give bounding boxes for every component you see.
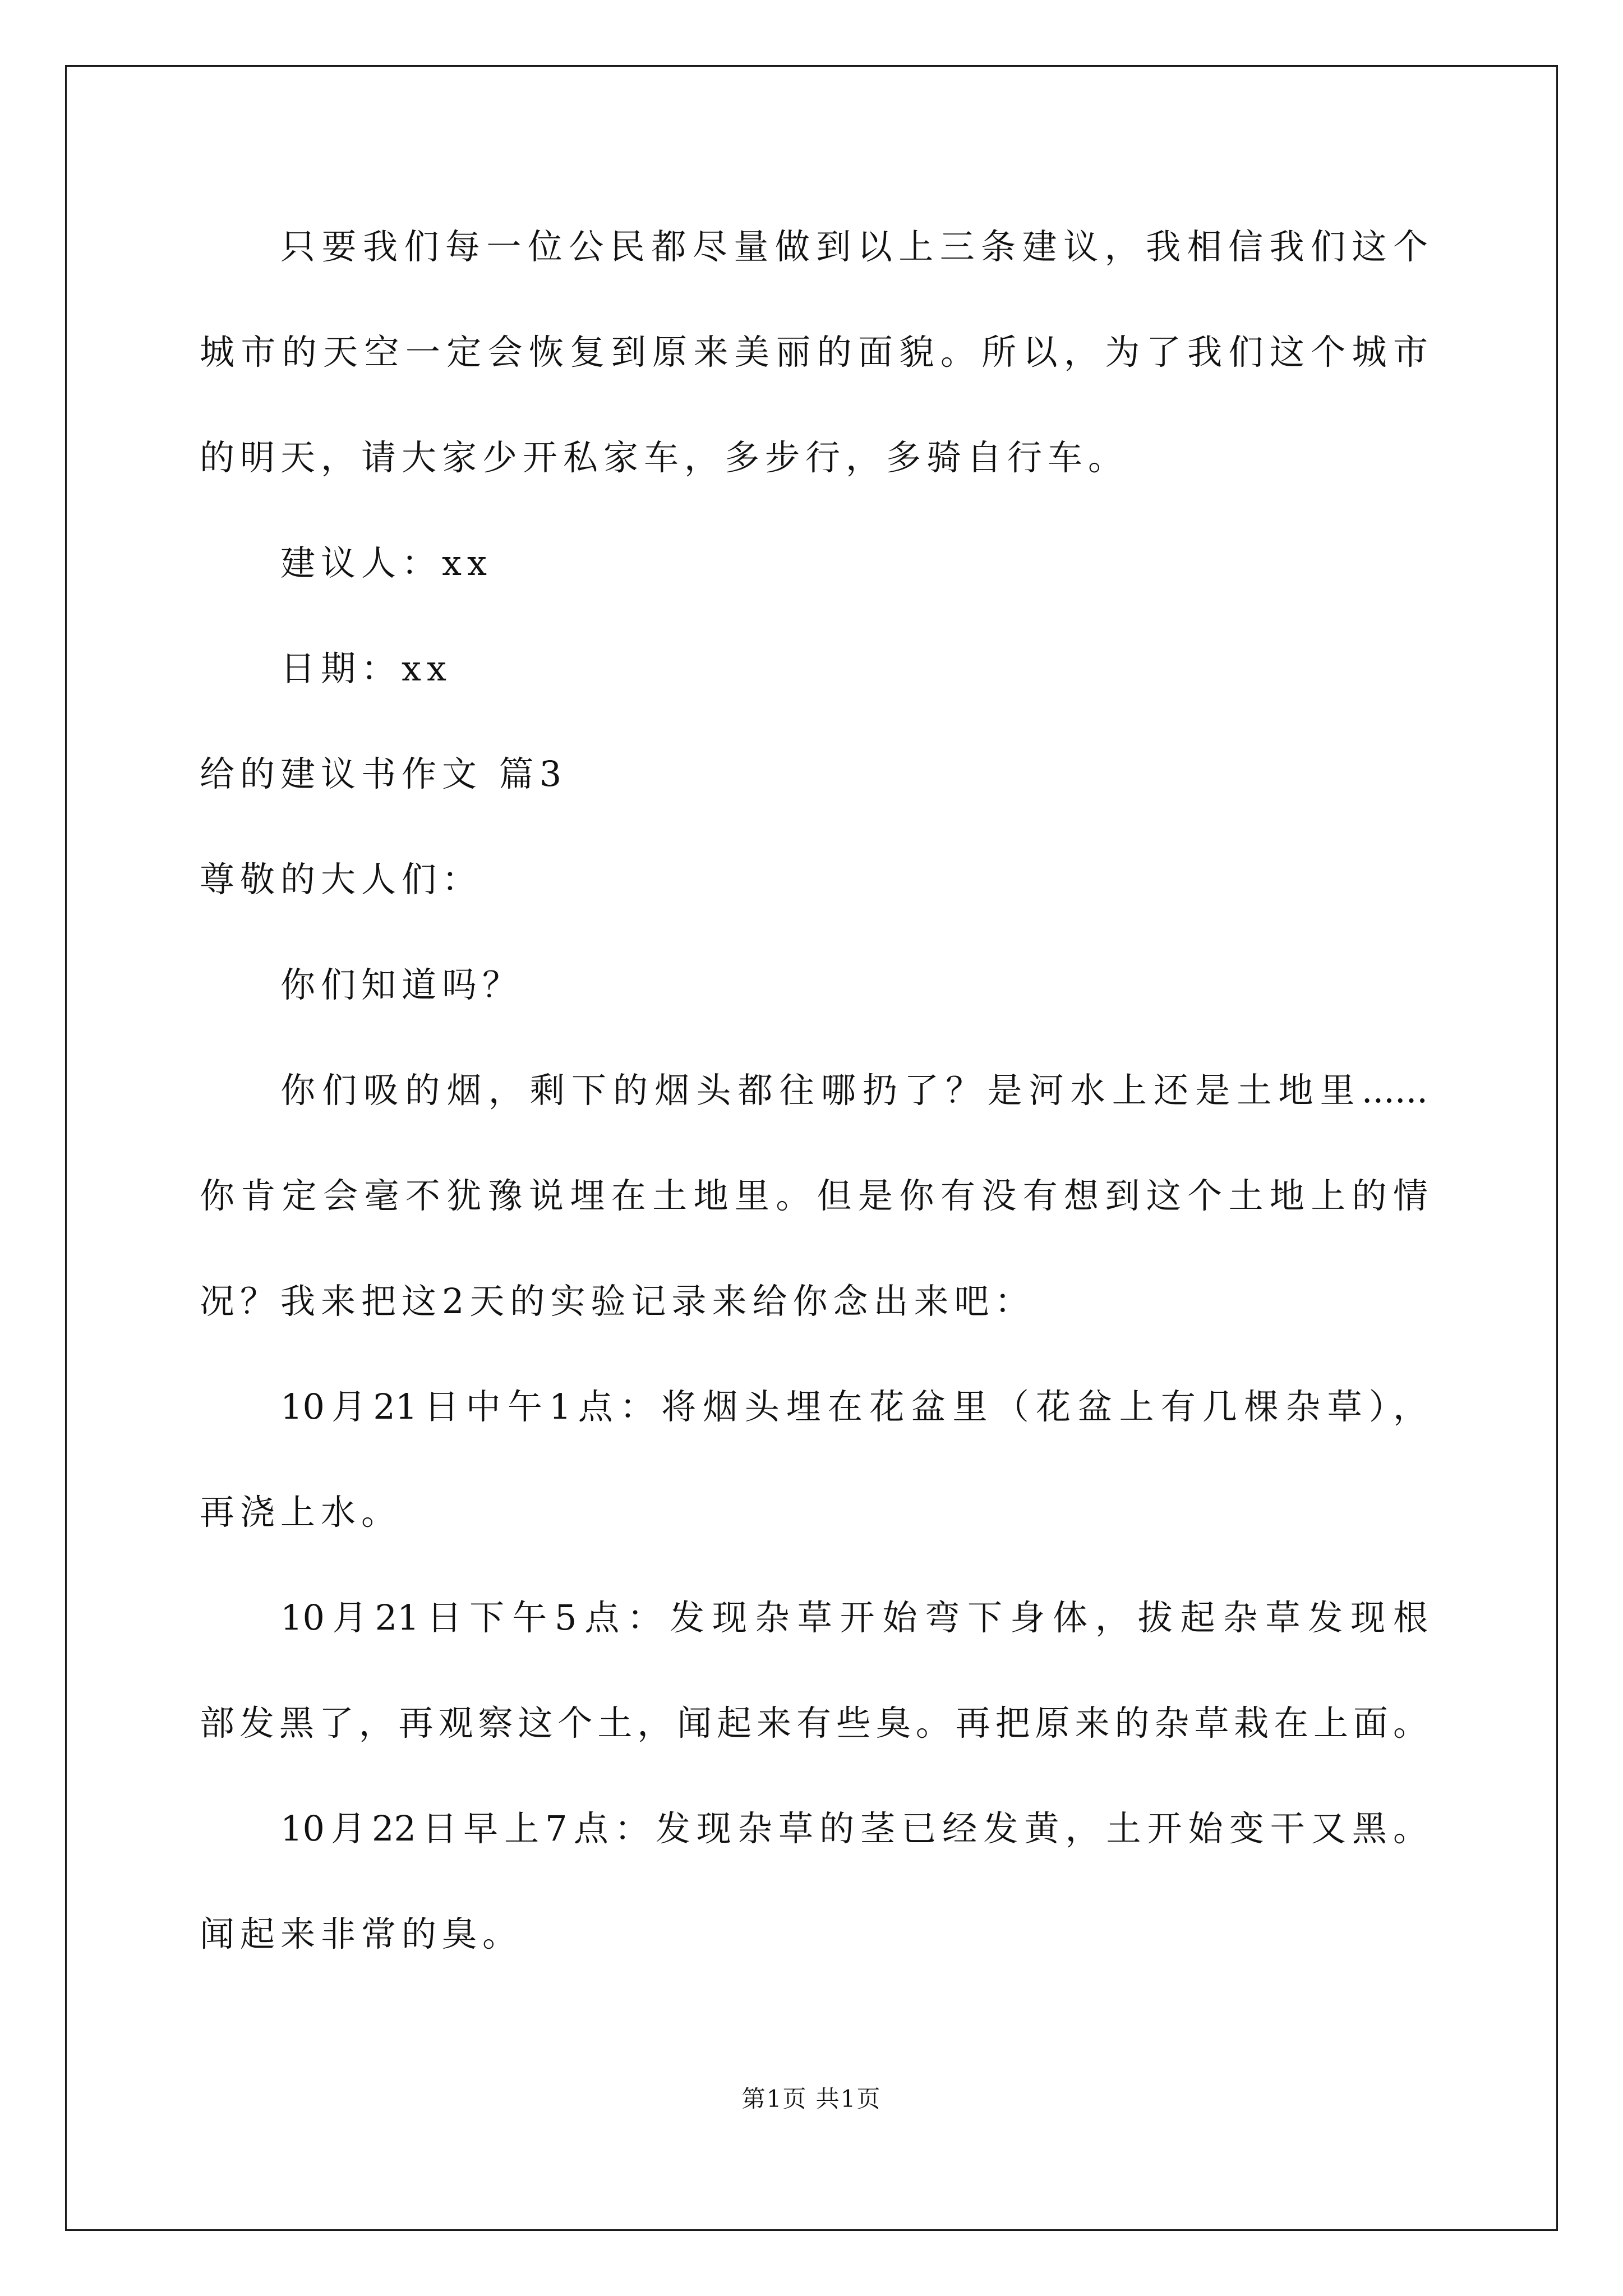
paragraph-line: 城市的天空一定会恢复到原来美丽的面貌。所以，为了我们这个城市 [200,332,1428,372]
paragraph-line: 10月22日早上7点：发现杂草的茎已经发黄，土开始变干又黑。 [280,1808,1428,1849]
paragraph-line: 部发黑了，再观察这个土，闻起来有些臭。再把原来的杂草栽在上面。 [200,1703,1428,1743]
paragraph-line: 你们知道吗？ [280,964,523,1005]
paragraph-line: 的明天，请大家少开私家车，多步行，多骑自行车。 [200,437,1129,478]
paragraph-line: 闻起来非常的臭。 [200,1913,523,1954]
paragraph-line: 再浇上水。 [200,1492,402,1533]
paragraph-line: 10月21日中午1点：将烟头埋在花盆里（花盆上有几棵杂草）， [280,1386,1428,1427]
paragraph-line: 你肯定会毫不犹豫说埋在土地里。但是你有没有想到这个土地上的情 [200,1175,1428,1216]
page-footer: 第1页 共1页 [741,2085,882,2113]
section-heading: 给的建议书作文 篇3 [200,753,568,794]
paragraph-line: 10月21日下午5点：发现杂草开始弯下身体，拔起杂草发现根 [280,1597,1428,1638]
salutation: 尊敬的大人们： [200,859,483,900]
paragraph-line: 只要我们每一位公民都尽量做到以上三条建议，我相信我们这个 [280,226,1428,267]
paragraph-line: 你们吸的烟，剩下的烟头都往哪扔了？是河水上还是土地里...... [280,1070,1428,1111]
signature-date: 日期：xx [280,648,452,689]
paragraph-line: 况？我来把这2天的实验记录来给你念出来吧： [200,1281,1035,1322]
signature-author: 建议人：xx [280,542,492,583]
